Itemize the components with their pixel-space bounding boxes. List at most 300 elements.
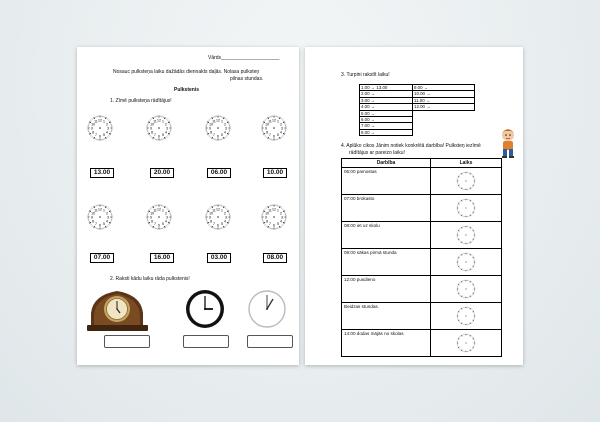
clock-tick [153, 137, 154, 139]
clock-tick [209, 225, 210, 226]
clock-tick [461, 254, 462, 255]
conversion-cell: 8.00 → [360, 129, 413, 135]
clock-tick [164, 138, 165, 139]
clock-tick [150, 225, 151, 226]
clock-tick [208, 135, 209, 136]
clock-tick [279, 226, 280, 228]
mini-clock-face [455, 197, 477, 219]
clock-tick [279, 206, 280, 208]
clock-tick [459, 321, 460, 322]
clock-tick [153, 226, 154, 228]
clock-tick [470, 281, 471, 282]
clock-tick [148, 222, 150, 223]
clock-tick [227, 210, 228, 211]
clock-tick [108, 120, 109, 121]
clock-tick [227, 121, 228, 122]
clock-tick [213, 227, 214, 228]
clock-numeral: 6 [273, 134, 275, 139]
clock-tick [108, 136, 109, 137]
clock-tick [460, 322, 461, 323]
clock-center [99, 216, 101, 218]
clock-tick [473, 284, 474, 285]
clock-tick [154, 117, 155, 118]
clock-tick [473, 265, 474, 266]
clock-tick [227, 133, 229, 134]
clock-tick [108, 225, 109, 226]
clock-tick [223, 206, 224, 207]
clock-tick [458, 203, 459, 204]
clock-numeral: 10 [150, 211, 155, 216]
clock-tick [458, 311, 459, 312]
clock-tick [459, 202, 460, 203]
clock-tick [226, 209, 227, 210]
clock-tick [458, 292, 459, 293]
clock-tick [470, 187, 471, 188]
clock-numeral: 11 [268, 119, 272, 124]
clock-tick [263, 222, 264, 223]
clock-tick [472, 336, 473, 337]
clock-tick [281, 226, 282, 227]
clock-tick [223, 206, 224, 208]
clock-tick [459, 283, 460, 284]
clock-tick [267, 137, 268, 138]
clock-tick [227, 122, 229, 123]
clock-tick [472, 255, 473, 256]
clock-tick [461, 214, 462, 215]
clock-numeral: 3 [225, 215, 227, 220]
clock-numeral: 2 [279, 211, 282, 216]
clock-tick [148, 222, 149, 223]
clock-tick [105, 117, 106, 118]
clock-tick [471, 241, 472, 242]
clock-tick [153, 117, 154, 119]
clock-tick [109, 224, 110, 225]
clock-tick [153, 206, 154, 208]
clock-tick [473, 292, 474, 293]
clock-tick [269, 117, 270, 118]
clock-center [465, 342, 466, 343]
clock-tick [458, 265, 459, 266]
clock-tick [472, 174, 473, 175]
clock-tick [459, 267, 460, 268]
clock-tick [461, 308, 462, 309]
clock-tick [473, 311, 474, 312]
clock-tick [228, 123, 229, 124]
clock-tick [167, 225, 168, 226]
clock-numeral: 2 [279, 122, 282, 127]
clock-numeral: 8 [210, 130, 213, 135]
clock-tick [472, 268, 473, 269]
time-label: 03.00 [207, 253, 231, 263]
clock-tick [207, 222, 209, 223]
clock-tick [105, 206, 106, 207]
clock-tick [266, 225, 267, 226]
clock-tick [148, 123, 149, 124]
clock-tick [472, 228, 473, 229]
clock-tick [473, 283, 474, 284]
conversion-cell: 1.00 → 13.00 [360, 85, 413, 91]
clock-tick [283, 122, 285, 123]
clock-tick [281, 137, 282, 138]
conversion-cell: 9.00 → [413, 85, 475, 91]
clock-tick [473, 320, 474, 321]
clock-center [158, 127, 160, 129]
clock-tick [164, 117, 165, 119]
clock-tick [283, 211, 285, 212]
clock-numeral: 12 [98, 207, 102, 212]
clock-tick [458, 211, 459, 212]
clock-numeral: 4 [105, 219, 108, 224]
clock-tick [226, 136, 227, 137]
clock-tick [279, 117, 280, 118]
clock-tick [472, 294, 473, 295]
clock-tick [264, 135, 265, 136]
clock-numeral: 12 [216, 207, 220, 212]
worksheet-page-2 [305, 47, 523, 365]
clock-numeral: 7 [95, 222, 97, 227]
clock-tick [460, 336, 461, 337]
clock-tick [459, 239, 460, 240]
clock-tick [471, 173, 472, 174]
clock-tick [458, 184, 459, 185]
clock-tick [458, 319, 459, 320]
clock-numeral: 5 [162, 133, 164, 138]
clock-tick [473, 310, 474, 311]
clock-tick [90, 135, 91, 136]
clock-tick [152, 137, 153, 138]
clock-tick [207, 123, 208, 124]
clock-tick [167, 120, 168, 121]
clock-tick [459, 293, 460, 294]
clock-tick [149, 210, 150, 211]
clock-tick [459, 320, 460, 321]
time-label: 16.00 [150, 253, 174, 263]
clock-tick [461, 268, 462, 269]
clock-numeral: 3 [107, 215, 109, 220]
clock-numeral: 8 [266, 130, 269, 135]
clock-tick [472, 174, 473, 175]
clock-numeral: 5 [103, 222, 105, 227]
clock-numeral: 2 [164, 211, 167, 216]
clock-numeral: 9 [91, 126, 93, 131]
clock-tick [470, 254, 471, 255]
clock-numeral: 7 [269, 133, 271, 138]
clock-tick [208, 121, 209, 122]
clock-numeral: 11 [94, 208, 98, 213]
clock-tick [209, 209, 210, 210]
clock-tick [470, 214, 471, 215]
intro-line-2: pilnas stundas. [230, 76, 264, 82]
clock-numeral: 9 [265, 126, 267, 131]
clock-numeral: 3 [281, 215, 283, 220]
clock-tick [207, 133, 208, 134]
clock-tick [95, 117, 96, 118]
clock-tick [473, 319, 474, 320]
clock-tick [281, 118, 282, 119]
clock-tick [89, 212, 90, 213]
clock-tick [207, 222, 208, 223]
task-2-heading: 2. Raksti kādu laiku rāda pulkstenis! [110, 276, 190, 282]
clock-tick [460, 187, 461, 188]
clock-tick [213, 206, 214, 207]
activity-cell: 06:00 pamostas [342, 168, 431, 195]
clock-tick [166, 226, 167, 227]
clock-tick [268, 117, 269, 119]
clock-tick [213, 117, 214, 118]
clock-tick [94, 117, 95, 119]
clock-numeral: 4 [279, 130, 282, 135]
clock-numeral: 3 [166, 126, 168, 131]
clock-tick [263, 212, 264, 213]
clock-tick [110, 133, 111, 134]
clock-tick [279, 206, 280, 207]
clock-face [85, 202, 115, 232]
clock-tick [473, 202, 474, 203]
clock-numeral: 4 [105, 130, 108, 135]
clock-tick [164, 206, 165, 208]
clock-tick [473, 212, 474, 213]
clock-tick [460, 201, 461, 202]
clock-tick [92, 208, 93, 209]
clock-tick [107, 226, 108, 227]
clock-tick [268, 226, 269, 228]
clock-tick [109, 121, 110, 122]
clock-tick [168, 121, 169, 122]
clock-tick [107, 118, 108, 119]
clock-tick [167, 119, 168, 120]
clock-numeral: 8 [92, 130, 95, 135]
clock-numeral: 1 [103, 208, 105, 213]
clock-tick [89, 222, 90, 223]
table-row [342, 303, 502, 330]
clock-numeral: 4 [223, 219, 226, 224]
clock-tick [470, 241, 471, 242]
clock-tick [210, 225, 211, 226]
table-row [342, 168, 502, 195]
clock-tick [282, 208, 283, 209]
clock-tick [458, 176, 459, 177]
clock-tick [90, 210, 91, 211]
clock-tick [473, 203, 474, 204]
clock-tick [211, 137, 212, 138]
clock-tick [459, 336, 460, 337]
clock-tick [167, 136, 168, 137]
clock-tick [89, 222, 91, 223]
clock-center [99, 127, 101, 129]
clock-tick [152, 226, 153, 227]
clock-tick [109, 122, 111, 123]
clock-tick [472, 201, 473, 202]
clock-tick [472, 240, 473, 241]
table-row [342, 195, 502, 222]
clock-numeral: 12 [216, 118, 220, 123]
clock-tick [208, 210, 209, 211]
clock-numeral: 6 [217, 223, 219, 228]
clock-numeral: 8 [151, 130, 154, 135]
clock-tick [211, 226, 212, 227]
clock-tick [460, 214, 461, 215]
clock-tick [461, 200, 462, 201]
clock-numeral: 6 [158, 223, 160, 228]
clock-tick [167, 225, 168, 226]
clock-tick [470, 349, 471, 350]
clock-numeral: 4 [279, 219, 282, 224]
clock-tick [473, 211, 474, 212]
clock-tick [268, 206, 269, 208]
clock-tick [283, 222, 285, 223]
clock-tick [263, 123, 264, 124]
answer-box[interactable] [104, 335, 150, 348]
clock-tick [150, 209, 151, 210]
clock-tick [284, 222, 285, 223]
clock-tick [226, 225, 227, 226]
clock-tick [473, 175, 474, 176]
clock-numeral: 10 [91, 211, 96, 216]
clock-tick [472, 336, 473, 337]
clock-numeral: 5 [221, 222, 223, 227]
clock-tick [212, 137, 213, 139]
clock-tick [282, 136, 283, 137]
clock-tick [226, 120, 227, 121]
clock-tick [460, 295, 461, 296]
clock-tick [154, 138, 155, 139]
clock-tick [265, 136, 266, 137]
clock-tick [473, 256, 474, 257]
clock-tick [207, 212, 208, 213]
clock-tick [223, 117, 224, 118]
clock-numeral: 7 [154, 222, 156, 227]
clock-tick [166, 207, 167, 208]
clock-numeral: 11 [212, 119, 216, 124]
clock-tick [461, 227, 462, 228]
clock-tick [459, 175, 460, 176]
clock-tick [460, 268, 461, 269]
clock-tick [470, 322, 471, 323]
clock-numeral: 10 [91, 122, 96, 127]
clock-tick [210, 208, 211, 209]
clock-tick [166, 118, 167, 119]
clock-tick [473, 337, 474, 338]
clock-tick [213, 138, 214, 139]
clock-tick [472, 309, 473, 310]
clock-tick [459, 174, 460, 175]
clock-tick [472, 228, 473, 229]
clock-tick [460, 228, 461, 229]
clock-tick [227, 222, 229, 223]
clock-center [465, 180, 466, 181]
clock-numeral: 6 [273, 223, 275, 228]
clock-numeral: 2 [223, 211, 226, 216]
clock-tick [93, 207, 94, 208]
wall-clock-image [185, 289, 225, 329]
clock-tick [473, 293, 474, 294]
clock-tick [91, 209, 92, 210]
mini-clock-face [455, 251, 477, 273]
clock-tick [110, 222, 111, 223]
clock-tick [263, 133, 265, 134]
clock-numeral: 3 [107, 126, 109, 131]
time-label: 08.00 [263, 253, 287, 263]
clock-tick [267, 226, 268, 227]
clock-tick [211, 118, 212, 119]
clock-tick [459, 294, 460, 295]
clock-numeral: 6 [158, 134, 160, 139]
clock-tick [472, 241, 473, 242]
clock-tick [154, 206, 155, 207]
name-label: Vārds_____________________ [208, 55, 280, 61]
table-row [342, 249, 502, 276]
clock-numeral: 1 [103, 119, 105, 124]
conversion-cell: 7.00 → [360, 123, 413, 129]
clock-tick [225, 137, 226, 138]
clock-tick [264, 210, 265, 211]
clock-tick [471, 187, 472, 188]
clock-tick [105, 137, 106, 139]
clock-tick [461, 281, 462, 282]
clock-tick [470, 227, 471, 228]
clock-tick [459, 228, 460, 229]
clock-tick [225, 207, 226, 208]
clock-tick [212, 206, 213, 208]
clock-numeral: 12 [157, 118, 161, 123]
clock-tick [109, 222, 111, 223]
answer-box[interactable] [247, 335, 293, 348]
clock-tick [461, 173, 462, 174]
clock-numeral: 2 [164, 122, 167, 127]
clock-tick [471, 349, 472, 350]
clock-numeral: 8 [210, 219, 213, 224]
clock-tick [473, 257, 474, 258]
clock-tick [460, 349, 461, 350]
answer-box[interactable] [183, 335, 229, 348]
clock-tick [472, 295, 473, 296]
simple-clock-image [247, 289, 287, 329]
clock-tick [471, 214, 472, 215]
clock-tick [168, 122, 170, 123]
clock-tick [461, 241, 462, 242]
clock-tick [282, 136, 283, 137]
mini-clock-face [455, 332, 477, 354]
clock-tick [473, 185, 474, 186]
clock-tick [460, 174, 461, 175]
clock-tick [461, 322, 462, 323]
clock-tick [472, 309, 473, 310]
time-label: 13.00 [90, 168, 114, 178]
clock-tick [223, 227, 224, 228]
clock-tick [164, 226, 165, 228]
clock-numeral: 6 [99, 223, 101, 228]
clock-numeral: 8 [266, 219, 269, 224]
clock-tick [223, 226, 224, 228]
activity-cell: Beidzas stundas. [342, 303, 431, 330]
clock-tick [108, 136, 109, 137]
clock-tick [166, 137, 167, 138]
clock-tick [470, 268, 471, 269]
clock-tick [228, 133, 229, 134]
clock-numeral: 7 [213, 133, 215, 138]
clock-tick [149, 224, 150, 225]
clock-tick [92, 119, 93, 120]
clock-numeral: 4 [223, 130, 226, 135]
clock-numeral: 5 [221, 133, 223, 138]
time-conversion-table [359, 84, 475, 136]
clock-tick [459, 337, 460, 338]
clock-tick [167, 209, 168, 210]
clock-tick [108, 225, 109, 226]
clock-tick [471, 322, 472, 323]
mini-clock-face [455, 305, 477, 327]
activity-table [341, 158, 502, 357]
